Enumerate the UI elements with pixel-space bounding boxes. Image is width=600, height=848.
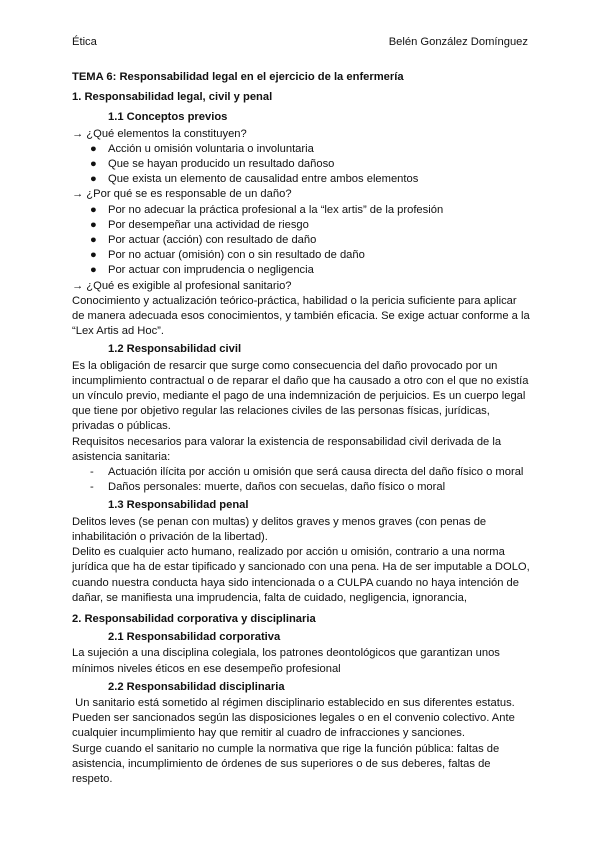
bullet-icon: ● (90, 203, 97, 216)
paragraph: Requisitos necesarios para valorar la existencia de responsabilidad civil derivada de la asistencia sanitaria: (72, 435, 502, 463)
page-header (72, 36, 528, 52)
paragraph: Conocimiento y actualización teórico-práctica, habilidad o la pericia suficiente para aplicar de manera adecuada esos conocimientos, y también eficacia. Se exige actuar conforme a la “Lex Artis ad Hoc”. (72, 294, 530, 338)
list-item (72, 218, 532, 233)
list-item-text: Acción u omisión voluntaria o involuntaria (108, 142, 314, 155)
dash-marker: - (90, 466, 94, 479)
question-exigible: → ¿Qué es exigible al profesional sanitario? (72, 279, 292, 292)
section-2-heading: 2. Responsabilidad corporativa y disciplinaria (72, 612, 316, 625)
list-item-text: Por no adecuar la práctica profesional a la “lex artis” de la profesión (108, 203, 444, 216)
list-item (72, 203, 532, 218)
bullet-icon: ● (90, 234, 97, 247)
list-item (72, 233, 532, 248)
question-responsible: → ¿Por qué se es responsable de un daño? (72, 188, 292, 201)
bullet-icon: ● (90, 264, 97, 277)
list-item-text: Daños personales: muerte, daños con secuelas, daño físico o moral (108, 481, 446, 494)
paragraph: Surge cuando el sanitario no cumple la normativa que rige la función pública: faltas de asistencia, incumplimiento de órdenes de sus superiores o de sus deberes, faltas de respeto. (72, 742, 500, 785)
paragraph: Delito es cualquier acto humano, realizado por acción u omisión, contrario a una norma jurídica que ha de estar tipificado y sancionado con una pena. Ha de ser imputable a DOLO, cuando nuestra conducta haya sido intencionada o a CULPA cuando no haya intención de dañar, se manifiesta una imprudencia, falta de cuidado, negligencia, ignorancia, (72, 546, 530, 604)
list-item-text: Por actuar (acción) con resultado de daño (108, 234, 317, 247)
document-body (72, 70, 532, 787)
question-elements: → ¿Qué elementos la constituyen? (72, 127, 247, 140)
subsection-1-3-heading: 1.3 Responsabilidad penal (108, 499, 249, 512)
paragraph: Un sanitario está sometido al régimen disciplinario establecido en sus diferentes estatus. Pueden ser sancionados según las disposiciones legales o en el convenio colectivo. Ante cualquier incumplimiento hay que remitir al cuadro de infracciones y sanciones. (72, 696, 518, 740)
header-subject: Ética (72, 36, 97, 48)
list-item (72, 142, 532, 157)
list-item (72, 263, 532, 278)
bullet-icon: ● (90, 158, 97, 171)
list-item (72, 157, 532, 172)
section-1-heading: 1. Responsabilidad legal, civil y penal (72, 91, 273, 104)
subsection-2-2-heading: 2.2 Responsabilidad disciplinaria (108, 680, 285, 693)
list-item-text: Que se hayan producido un resultado dañoso (108, 158, 335, 171)
subsection-1-2-heading: 1.2 Responsabilidad civil (108, 343, 242, 356)
document-title: TEMA 6: Responsabilidad legal en el ejercicio de la enfermería (72, 71, 404, 83)
paragraph: Es la obligación de resarcir que surge como consecuencia del daño provocado por un incumplimiento contractual o de reparar el daño que ha causado a otro con el que no existía un vínculo previo, mediante el pago de una indemnización de perjuicios. Es un cuerpo legal que tiene por objetivo regular las relaciones civiles de las personas físicas, jurídicas, privadas o públicas. (72, 359, 529, 433)
list-item-text: Actuación ilícita por acción u omisión que será causa directa del daño físico o moral (108, 466, 524, 479)
paragraph: Delitos leves (se penan con multas) y delitos graves y menos graves (con penas de inhabilitación o privación de la libertad). (72, 515, 487, 543)
bullet-icon: ● (90, 249, 97, 262)
bullet-icon: ● (90, 218, 97, 231)
list-item (72, 172, 532, 187)
header-author: Belén González Domínguez (388, 36, 528, 48)
list-item-text: Por desempeñar una actividad de riesgo (108, 218, 309, 231)
bullet-icon: ● (90, 142, 97, 155)
list-item-text: Que exista un elemento de causalidad entre ambos elementos (108, 173, 419, 186)
list-item (72, 248, 532, 263)
bullet-icon: ● (90, 173, 97, 186)
subsection-2-1-heading: 2.1 Responsabilidad corporativa (108, 631, 281, 644)
dash-marker: - (90, 481, 94, 494)
list-item-text: Por actuar con imprudencia o negligencia (108, 264, 314, 277)
subsection-1-1-heading: 1.1 Conceptos previos (108, 111, 228, 124)
list-item-text: Por no actuar (omisión) con o sin resultado de daño (108, 249, 365, 262)
list-item (72, 480, 532, 495)
list-item (72, 465, 532, 480)
paragraph: La sujeción a una disciplina colegiala, los patrones deontológicos que garantizan unos mínimos niveles éticos en ese desempeño profesional (72, 647, 500, 675)
